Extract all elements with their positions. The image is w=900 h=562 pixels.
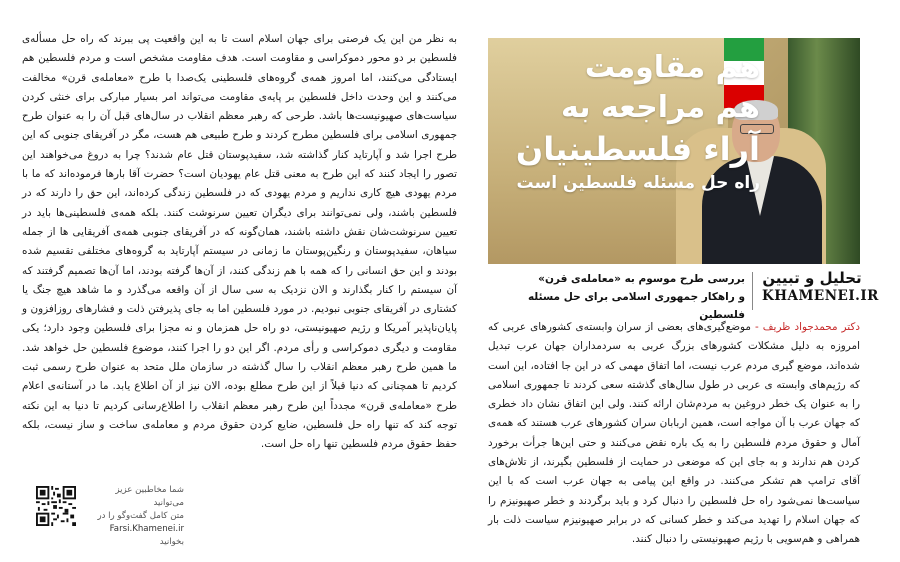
footer-line-1: شما مخاطبین عزیز می‌توانید (115, 485, 184, 508)
banner-image (488, 38, 860, 264)
banner-title-line-2: هم مراجعه به (561, 90, 760, 125)
footer-line-3 (84, 523, 184, 549)
footer-line-2: متن کامل گفت‌و‌گو را در (97, 511, 184, 521)
brand-fa: تحلیل و تبیین (762, 269, 862, 287)
brand-logo (762, 268, 879, 304)
article-subtitle (495, 270, 745, 324)
footer-line-3-text: بخوانید (159, 537, 184, 547)
footer-note (22, 482, 184, 547)
brand-divider (752, 272, 753, 310)
footer-text (84, 484, 184, 549)
qr-code-icon[interactable] (36, 486, 76, 526)
banner-title-line-3: آراء فلسطینیان (515, 130, 760, 168)
subtitle-line-1: بررسی طرح موسوم به «معامله‌ی قرن» (538, 273, 745, 285)
footer-site-link[interactable]: Farsi.Khamenei.ir (109, 524, 184, 534)
banner-title-line-4: راه حل مسئله فلسطین است (516, 173, 760, 193)
banner-title-line-1: هم مقاومت (584, 50, 760, 85)
article-text-left (22, 30, 457, 500)
right-body-paragraph (488, 318, 860, 550)
right-body-text: موضع‌گیری‌های بعضی از سران وابسته‌ی کشورهای عربی که امروزه به دلیل مشکلات کشورهای بزرگ عربی به سردمداران جهان عرب تبدیل شده‌اند، موضع گیری مردم عرب نیست، اما اتفاق مهمی که در این جا افتاده، این است که رژیم‌های وابسته ی عربی در طول سال‌های گذشته سعی کردند تا جمهوری اسلامی را به عنوان یک خطر دروغین به مردم‌شان ارائه کنند. ولی این اتفاق نشان داد خطری که جهان عرب با آن مواجه است، همین اربابان سران کشورهای عرب هستند که همه‌ی آمال و حقوق مردم فلسطین را به یک باره نقض می‌کنند و حتی این‌ها جرأت برخورد کردن هم ندارند و به جای این که موضعی در حمایت از فلسطین بگیرند، از تلاش‌های آقای ترامپ هم تشکر می‌کنند. در واقع این پیامی به جهان عرب است که با این سیاست‌ها نمی‌شود راه حل فلسطین را دنبال کرد و باید برگردند و خطر صهیونیزم را که جهان اسلام را تهدید می‌کند و خطر کسانی که در برابر صهیونیزم سیاست ذلت بار همراهی و هم‌سویی با رژیم صهیونیستی را دنبال کنند. (488, 321, 860, 546)
brand-en: KHAMENEI.IR (762, 288, 879, 304)
banner-title (480, 48, 760, 196)
left-body-paragraph: به نظر من این یک فرصتی برای جهان اسلام است تا به این واقعیت پی ببرند که راه حل مسأله‌ی فلسطین بر دو محور دموکراسی و مقاومت است. هدف مقاومت مشخص است و مردم فلسطین هم ایستادگی می‌کنند، اما امروز همه‌ی گروه‌های فلسطینی یک‌صدا با طرح «معامله‌ی قرن» مخالفت می‌کنند و این وحدت داخل فلسطین بر پایه‌ی مقاومت می‌تواند امر بسیار مبارکی برای خنثی کردن سیاست‌های صهیونیست‌ها باشد. طرحی که رهبر معظم انقلاب در سال‌های قبل آن را به عنوان طرح جمهوری اسلامی برای فلسطین مطرح کردند و طرح طبیعی هم هست، مگر در آفریقای جنوبی که این طرح اجرا شد و آپارتاید کنار گذاشته شد، سفیدپوستان قتل عام شدند؟ چرا به دروغ می‌خواهند این تصور را ایجاد کنند که این طرح به معنی قتل عام یهودیان است؟ حضرت آقا بارها فرموده‌اند که ما با مردم یهودی هیچ کاری نداریم و مردم یهودی که در فلسطین زندگی کرده‌اند، این حق را دارند که در فلسطین باشند، ولی نمی‌توانند برای دیگران تعیین سرنوشت کنند. بلکه همه‌ی فلسطینی‌ها باید در تعیین سرنوشت‌شان نقش داشته باشند، همان‌گونه که در آفریقای جنوبی همه‌ی آفریقایی ها از جمله سیاهان، سفیدپوستان و رنگین‌پوستان ما زمانی در سیستم آپارتاید به گروه‌های مختلفی تقسیم شده بودند و این حق انسانی را که همه با هم زندگی کنند، از آن‌ها گرفته بودند، اما آن‌ها تصمیم گرفتند که آن سیستم را کنار بگذارند و الان نزدیک به سی سال از آن واقعه می‌گذرد و ما شاهد هیچ جنگ یا کشتاری در آفریقای جنوبی نبودیم. در مورد فلسطین اما به جای پذیرفتن ذلت و فشارهای روزافزون و پایان‌ناپذیر آمریکا و رژیم صهیونیستی، دو راه حل همزمان و نه مجزا برای فلسطین وجود دارد؛ یکی مقاومت و دیگری دموکراسی و رأی مردم. اگر این دو را اجرا کنند، موضوع فلسطین حل خواهد شد. ما همین طرح رهبر معظم انقلاب را سال گذشته در سازمان ملل متحد به عنوان طرح رسمی ثبت کردیم تا همچنانی که دنیا قبلاً از این طرح مطلع بوده، الان نیز از آن اطلاع یابد. ما در آستانه‌ی اعلام طرح «معامله‌ی قرن» مجدداً این طرح رهبر معظم انقلاب را اطلاع‌رسانی کردیم تا دنیا به این نکته توجه کند که تنها راه حل فلسطین، ضایع کردن حقوق مردم و معامله‌ی ساخت و ساز نیست، بلکه حفظ حقوق مردم فلسطین تنها راه حل است. (22, 33, 457, 451)
author-name: دکتر محمدجواد ظریف - (750, 321, 861, 333)
article-text-right (488, 318, 861, 546)
subtitle-line-2: و راهکار جمهوری اسلامی برای حل مسئله فلسطین (527, 291, 745, 321)
